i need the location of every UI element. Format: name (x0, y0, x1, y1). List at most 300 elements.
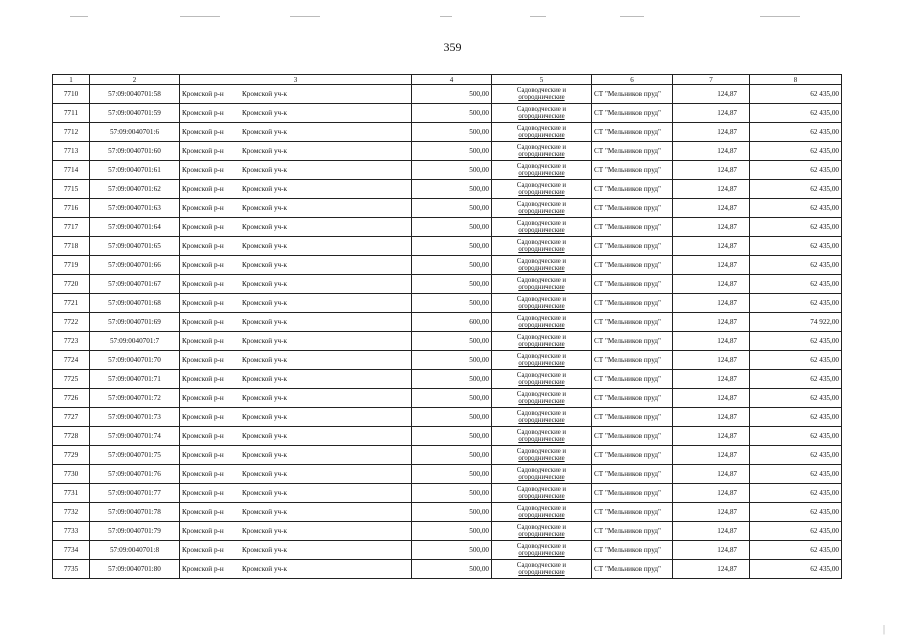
land-use-line-1: Садоводческие и (516, 238, 567, 246)
row-number: 7713 (53, 142, 90, 161)
land-use-line-2: огороднические (518, 303, 565, 310)
land-use-line-1: Садоводческие и (516, 428, 567, 436)
owner-name: СТ "Мельников пруд" (592, 275, 673, 294)
cadastral-number: 57:09:0040701:60 (90, 142, 180, 161)
unit-price: 124,87 (673, 484, 750, 503)
location-cell (180, 503, 412, 522)
land-use-line-2: огороднические (518, 170, 565, 177)
total-value: 62 435,00 (750, 560, 842, 579)
land-use-cell (492, 427, 592, 446)
land-use-line-2: огороднические (518, 379, 565, 386)
total-value: 62 435,00 (750, 218, 842, 237)
land-use-line-1: Садоводческие и (516, 181, 567, 189)
row-number: 7731 (53, 484, 90, 503)
cadastral-number: 57:09:0040701:70 (90, 351, 180, 370)
site-name: Кромской уч-к (242, 527, 288, 535)
land-use-line-2: огороднические (518, 512, 565, 519)
cadastral-number: 57:09:0040701:59 (90, 104, 180, 123)
location-cell (180, 484, 412, 503)
table-row (53, 85, 842, 104)
district-name: Кромской р-н (182, 166, 224, 174)
row-number: 7721 (53, 294, 90, 313)
district-name: Кромской р-н (182, 470, 224, 478)
row-number: 7735 (53, 560, 90, 579)
location-cell (180, 180, 412, 199)
table-row (53, 218, 842, 237)
land-use-line-2: огороднические (518, 189, 565, 196)
land-use-line-1: Садоводческие и (516, 162, 567, 170)
land-use-cell (492, 199, 592, 218)
total-value: 62 435,00 (750, 541, 842, 560)
district-name: Кромской р-н (182, 489, 224, 497)
cadastral-number: 57:09:0040701:62 (90, 180, 180, 199)
row-number: 7728 (53, 427, 90, 446)
land-use-cell (492, 104, 592, 123)
cadastral-number: 57:09:0040701:78 (90, 503, 180, 522)
area-value: 500,00 (412, 275, 492, 294)
district-name: Кромской р-н (182, 147, 224, 155)
cadastral-number: 57:09:0040701:80 (90, 560, 180, 579)
site-name: Кромской уч-к (242, 470, 288, 478)
land-use-line-1: Садоводческие и (516, 447, 567, 455)
row-number: 7727 (53, 408, 90, 427)
location-cell (180, 256, 412, 275)
table-row (53, 294, 842, 313)
site-name: Кромской уч-к (242, 280, 288, 288)
location-cell (180, 370, 412, 389)
site-name: Кромской уч-к (242, 90, 288, 98)
area-value: 500,00 (412, 104, 492, 123)
row-number: 7718 (53, 237, 90, 256)
land-use-line-1: Садоводческие и (516, 504, 567, 512)
land-use-line-1: Садоводческие и (516, 200, 567, 208)
land-use-line-1: Садоводческие и (516, 276, 567, 284)
site-name: Кромской уч-к (242, 432, 288, 440)
owner-name: СТ "Мельников пруд" (592, 142, 673, 161)
owner-name: СТ "Мельников пруд" (592, 465, 673, 484)
location-cell (180, 199, 412, 218)
land-use-line-2: огороднические (518, 341, 565, 348)
total-value: 62 435,00 (750, 370, 842, 389)
location-cell (180, 465, 412, 484)
site-name: Кромской уч-к (242, 546, 288, 554)
total-value: 62 435,00 (750, 389, 842, 408)
area-value: 500,00 (412, 351, 492, 370)
land-use-line-2: огороднические (518, 246, 565, 253)
land-use-line-2: огороднические (518, 569, 565, 576)
scan-edge-mark: | (883, 624, 886, 635)
row-number: 7710 (53, 85, 90, 104)
table-row (53, 370, 842, 389)
district-name: Кромской р-н (182, 318, 224, 326)
row-number: 7720 (53, 275, 90, 294)
unit-price: 124,87 (673, 294, 750, 313)
table-row (53, 313, 842, 332)
owner-name: СТ "Мельников пруд" (592, 541, 673, 560)
district-name: Кромской р-н (182, 280, 224, 288)
site-name: Кромской уч-к (242, 109, 288, 117)
area-value: 500,00 (412, 123, 492, 142)
total-value: 62 435,00 (750, 275, 842, 294)
table-row (53, 484, 842, 503)
total-value: 62 435,00 (750, 351, 842, 370)
column-number-2: 2 (90, 75, 180, 85)
site-name: Кромской уч-к (242, 299, 288, 307)
owner-name: СТ "Мельников пруд" (592, 199, 673, 218)
cadastral-number: 57:09:0040701:77 (90, 484, 180, 503)
owner-name: СТ "Мельников пруд" (592, 427, 673, 446)
site-name: Кромской уч-к (242, 242, 288, 250)
unit-price: 124,87 (673, 313, 750, 332)
location-cell (180, 85, 412, 104)
owner-name: СТ "Мельников пруд" (592, 446, 673, 465)
table-row (53, 427, 842, 446)
land-use-line-1: Садоводческие и (516, 295, 567, 303)
land-use-line-2: огороднические (518, 550, 565, 557)
location-cell (180, 218, 412, 237)
land-use-line-2: огороднические (518, 322, 565, 329)
column-number-6: 6 (592, 75, 673, 85)
total-value: 62 435,00 (750, 522, 842, 541)
unit-price: 124,87 (673, 560, 750, 579)
row-number: 7733 (53, 522, 90, 541)
site-name: Кромской уч-к (242, 356, 288, 364)
area-value: 500,00 (412, 161, 492, 180)
land-use-line-1: Садоводческие и (516, 143, 567, 151)
cadastral-number: 57:09:0040701:64 (90, 218, 180, 237)
area-value: 500,00 (412, 294, 492, 313)
district-name: Кромской р-н (182, 565, 224, 573)
land-use-cell (492, 180, 592, 199)
row-number: 7712 (53, 123, 90, 142)
total-value: 62 435,00 (750, 85, 842, 104)
district-name: Кромской р-н (182, 90, 224, 98)
unit-price: 124,87 (673, 199, 750, 218)
cadastral-number: 57:09:0040701:66 (90, 256, 180, 275)
column-number-5: 5 (492, 75, 592, 85)
location-cell (180, 275, 412, 294)
district-name: Кромской р-н (182, 546, 224, 554)
land-use-cell (492, 275, 592, 294)
land-use-line-2: огороднические (518, 284, 565, 291)
cadastral-number: 57:09:0040701:69 (90, 313, 180, 332)
land-use-cell (492, 351, 592, 370)
site-name: Кромской уч-к (242, 223, 288, 231)
land-use-line-2: огороднические (518, 113, 565, 120)
row-number: 7724 (53, 351, 90, 370)
total-value: 62 435,00 (750, 465, 842, 484)
area-value: 500,00 (412, 560, 492, 579)
land-use-line-1: Садоводческие и (516, 542, 567, 550)
area-value: 500,00 (412, 541, 492, 560)
land-use-cell (492, 484, 592, 503)
table-row (53, 389, 842, 408)
row-number: 7722 (53, 313, 90, 332)
unit-price: 124,87 (673, 142, 750, 161)
row-number: 7714 (53, 161, 90, 180)
land-use-cell (492, 389, 592, 408)
location-cell (180, 104, 412, 123)
row-number: 7734 (53, 541, 90, 560)
owner-name: СТ "Мельников пруд" (592, 85, 673, 104)
owner-name: СТ "Мельников пруд" (592, 503, 673, 522)
location-cell (180, 427, 412, 446)
land-use-line-2: огороднические (518, 265, 565, 272)
land-use-cell (492, 370, 592, 389)
district-name: Кромской р-н (182, 527, 224, 535)
land-use-line-1: Садоводческие и (516, 124, 567, 132)
district-name: Кромской р-н (182, 128, 224, 136)
district-name: Кромской р-н (182, 356, 224, 364)
district-name: Кромской р-н (182, 375, 224, 383)
district-name: Кромской р-н (182, 508, 224, 516)
table-row (53, 446, 842, 465)
area-value: 500,00 (412, 503, 492, 522)
unit-price: 124,87 (673, 237, 750, 256)
district-name: Кромской р-н (182, 299, 224, 307)
land-use-cell (492, 522, 592, 541)
table-row (53, 560, 842, 579)
land-use-line-1: Садоводческие и (516, 466, 567, 474)
location-cell (180, 123, 412, 142)
column-number-4: 4 (412, 75, 492, 85)
total-value: 62 435,00 (750, 142, 842, 161)
area-value: 500,00 (412, 522, 492, 541)
land-use-line-2: огороднические (518, 208, 565, 215)
table-row (53, 522, 842, 541)
total-value: 62 435,00 (750, 484, 842, 503)
location-cell (180, 294, 412, 313)
cadastral-number: 57:09:0040701:73 (90, 408, 180, 427)
total-value: 62 435,00 (750, 104, 842, 123)
location-cell (180, 351, 412, 370)
land-use-cell (492, 237, 592, 256)
unit-price: 124,87 (673, 180, 750, 199)
area-value: 500,00 (412, 427, 492, 446)
row-number: 7717 (53, 218, 90, 237)
table-row (53, 332, 842, 351)
table-row (53, 256, 842, 275)
district-name: Кромской р-н (182, 337, 224, 345)
unit-price: 124,87 (673, 446, 750, 465)
owner-name: СТ "Мельников пруд" (592, 123, 673, 142)
land-use-cell (492, 123, 592, 142)
district-name: Кромской р-н (182, 413, 224, 421)
cadastral-number: 57:09:0040701:68 (90, 294, 180, 313)
land-use-line-1: Садоводческие и (516, 409, 567, 417)
cadastral-number: 57:09:0040701:67 (90, 275, 180, 294)
district-name: Кромской р-н (182, 451, 224, 459)
land-registry-table (52, 74, 842, 579)
land-use-line-1: Садоводческие и (516, 314, 567, 322)
location-cell (180, 237, 412, 256)
unit-price: 124,87 (673, 332, 750, 351)
unit-price: 124,87 (673, 522, 750, 541)
owner-name: СТ "Мельников пруд" (592, 351, 673, 370)
unit-price: 124,87 (673, 161, 750, 180)
site-name: Кромской уч-к (242, 204, 288, 212)
owner-name: СТ "Мельников пруд" (592, 313, 673, 332)
location-cell (180, 313, 412, 332)
total-value: 62 435,00 (750, 408, 842, 427)
cadastral-number: 57:09:0040701:61 (90, 161, 180, 180)
unit-price: 124,87 (673, 123, 750, 142)
unit-price: 124,87 (673, 351, 750, 370)
site-name: Кромской уч-к (242, 318, 288, 326)
column-number-row (53, 75, 842, 85)
site-name: Кромской уч-к (242, 508, 288, 516)
land-use-line-1: Садоводческие и (516, 390, 567, 398)
owner-name: СТ "Мельников пруд" (592, 180, 673, 199)
unit-price: 124,87 (673, 104, 750, 123)
cadastral-number: 57:09:0040701:75 (90, 446, 180, 465)
owner-name: СТ "Мельников пруд" (592, 161, 673, 180)
cadastral-number: 57:09:0040701:72 (90, 389, 180, 408)
table-row (53, 142, 842, 161)
owner-name: СТ "Мельников пруд" (592, 560, 673, 579)
site-name: Кромской уч-к (242, 413, 288, 421)
site-name: Кромской уч-к (242, 337, 288, 345)
row-number: 7719 (53, 256, 90, 275)
unit-price: 124,87 (673, 256, 750, 275)
land-use-line-2: огороднические (518, 474, 565, 481)
row-number: 7729 (53, 446, 90, 465)
area-value: 500,00 (412, 256, 492, 275)
land-use-cell (492, 256, 592, 275)
district-name: Кромской р-н (182, 109, 224, 117)
site-name: Кромской уч-к (242, 261, 288, 269)
area-value: 500,00 (412, 408, 492, 427)
land-use-line-2: огороднические (518, 398, 565, 405)
location-cell (180, 560, 412, 579)
site-name: Кромской уч-к (242, 147, 288, 155)
cadastral-number: 57:09:0040701:58 (90, 85, 180, 104)
owner-name: СТ "Мельников пруд" (592, 332, 673, 351)
scan-noise-top (60, 10, 840, 24)
site-name: Кромской уч-к (242, 394, 288, 402)
row-number: 7715 (53, 180, 90, 199)
unit-price: 124,87 (673, 541, 750, 560)
cadastral-number: 57:09:0040701:74 (90, 427, 180, 446)
land-use-line-1: Садоводческие и (516, 485, 567, 493)
total-value: 62 435,00 (750, 294, 842, 313)
column-number-7: 7 (673, 75, 750, 85)
land-use-cell (492, 560, 592, 579)
land-use-line-2: огороднические (518, 151, 565, 158)
area-value: 500,00 (412, 142, 492, 161)
owner-name: СТ "Мельников пруд" (592, 237, 673, 256)
land-use-line-1: Садоводческие и (516, 219, 567, 227)
land-use-line-1: Садоводческие и (516, 371, 567, 379)
area-value: 500,00 (412, 85, 492, 104)
land-use-line-2: огороднические (518, 417, 565, 424)
row-number: 7711 (53, 104, 90, 123)
total-value: 74 922,00 (750, 313, 842, 332)
area-value: 500,00 (412, 332, 492, 351)
location-cell (180, 161, 412, 180)
land-use-line-1: Садоводческие и (516, 352, 567, 360)
location-cell (180, 389, 412, 408)
cadastral-number: 57:09:0040701:65 (90, 237, 180, 256)
table-row (53, 465, 842, 484)
district-name: Кромской р-н (182, 261, 224, 269)
land-use-cell (492, 85, 592, 104)
area-value: 500,00 (412, 389, 492, 408)
total-value: 62 435,00 (750, 446, 842, 465)
owner-name: СТ "Мельников пруд" (592, 256, 673, 275)
cadastral-number: 57:09:0040701:71 (90, 370, 180, 389)
row-number: 7723 (53, 332, 90, 351)
total-value: 62 435,00 (750, 180, 842, 199)
area-value: 500,00 (412, 370, 492, 389)
unit-price: 124,87 (673, 427, 750, 446)
district-name: Кромской р-н (182, 185, 224, 193)
total-value: 62 435,00 (750, 123, 842, 142)
owner-name: СТ "Мельников пруд" (592, 389, 673, 408)
cadastral-number: 57:09:0040701:79 (90, 522, 180, 541)
site-name: Кромской уч-к (242, 166, 288, 174)
row-number: 7730 (53, 465, 90, 484)
land-use-cell (492, 503, 592, 522)
row-number: 7725 (53, 370, 90, 389)
total-value: 62 435,00 (750, 503, 842, 522)
district-name: Кромской р-н (182, 242, 224, 250)
total-value: 62 435,00 (750, 237, 842, 256)
unit-price: 124,87 (673, 85, 750, 104)
location-cell (180, 408, 412, 427)
table-row (53, 408, 842, 427)
table-row (53, 351, 842, 370)
land-use-line-1: Садоводческие и (516, 257, 567, 265)
land-use-line-2: огороднические (518, 436, 565, 443)
land-use-line-2: огороднические (518, 360, 565, 367)
table-row (53, 503, 842, 522)
land-use-cell (492, 332, 592, 351)
cadastral-number: 57:09:0040701:6 (90, 123, 180, 142)
land-use-line-2: огороднические (518, 493, 565, 500)
land-use-line-2: огороднические (518, 531, 565, 538)
land-use-cell (492, 408, 592, 427)
location-cell (180, 142, 412, 161)
owner-name: СТ "Мельников пруд" (592, 104, 673, 123)
cadastral-number: 57:09:0040701:7 (90, 332, 180, 351)
land-use-line-1: Садоводческие и (516, 105, 567, 113)
area-value: 500,00 (412, 237, 492, 256)
district-name: Кромской р-н (182, 432, 224, 440)
site-name: Кромской уч-к (242, 489, 288, 497)
district-name: Кромской р-н (182, 223, 224, 231)
area-value: 500,00 (412, 465, 492, 484)
owner-name: СТ "Мельников пруд" (592, 218, 673, 237)
unit-price: 124,87 (673, 465, 750, 484)
page-number: 359 (443, 40, 462, 54)
district-name: Кромской р-н (182, 204, 224, 212)
land-use-line-1: Садоводческие и (516, 86, 567, 94)
owner-name: СТ "Мельников пруд" (592, 408, 673, 427)
land-use-cell (492, 294, 592, 313)
site-name: Кромской уч-к (242, 375, 288, 383)
site-name: Кромской уч-к (242, 565, 288, 573)
unit-price: 124,87 (673, 503, 750, 522)
row-number: 7726 (53, 389, 90, 408)
location-cell (180, 522, 412, 541)
land-use-line-1: Садоводческие и (516, 561, 567, 569)
table-row (53, 161, 842, 180)
column-number-3: 3 (180, 75, 412, 85)
land-use-line-2: огороднические (518, 227, 565, 234)
owner-name: СТ "Мельников пруд" (592, 370, 673, 389)
land-use-cell (492, 161, 592, 180)
